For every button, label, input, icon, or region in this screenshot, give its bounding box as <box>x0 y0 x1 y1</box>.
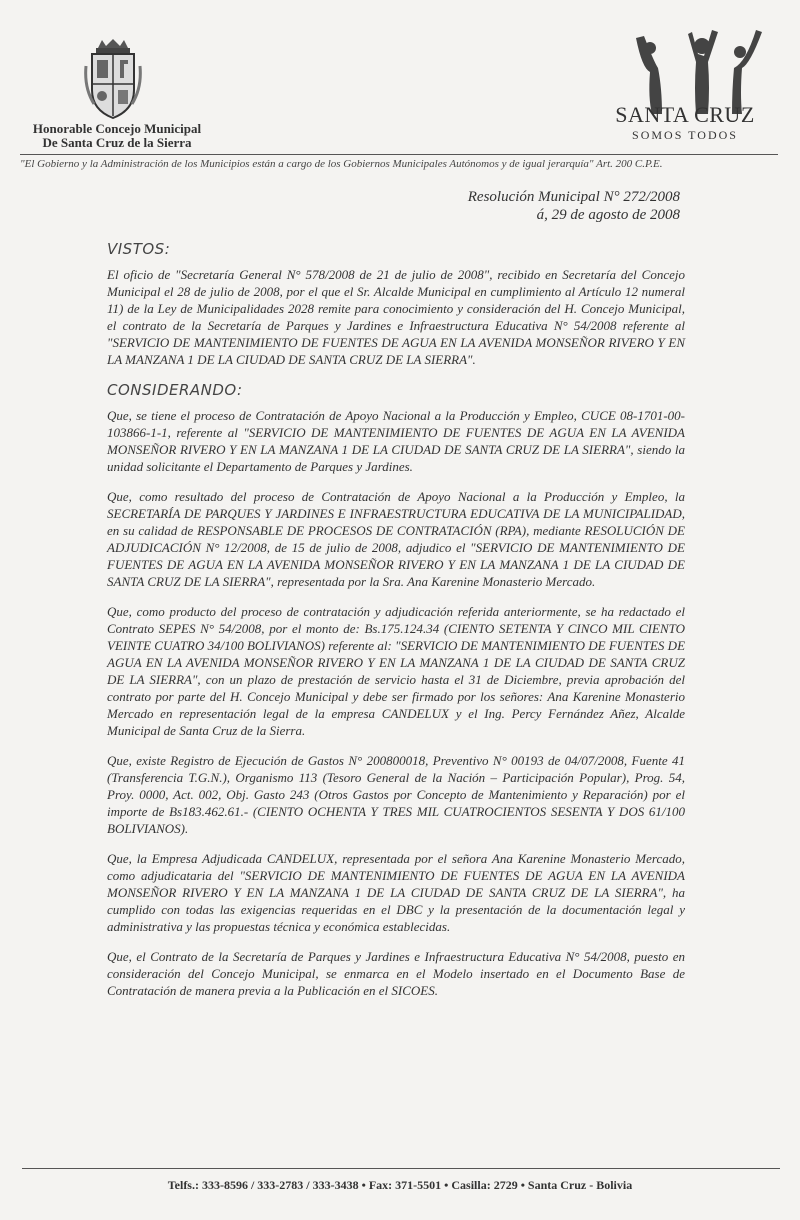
vistos-paragraph: El oficio de "Secretaría General N° 578/2008 de 21 de julio de 2008", recibido en Secretaría del Concejo Municipal el 28 de julio de 2008, por el que el Sr. Alcalde Municipal en cumplimiento al Artículo 12 numeral 11) de la Ley de Municipalidades 2028 remite para conocimiento y consideración del H. Concejo Municipal, el contrato de la Secretaría de Parques y Jardines e Infraestructura Educativa N° 54/2008 referente al "SERVICIO DE MANTENIMIENTO DE FUENTES DE AGUA EN LA AVENIDA MONSEÑOR RIVERO Y EN LA MANZANA 1 DE LA CIUDAD DE SANTA CRUZ DE LA SIERRA". <box>107 267 685 367</box>
considerando-heading: CONSIDERANDO: <box>107 381 243 399</box>
header-divider <box>20 154 778 155</box>
considerando-paragraph: Que, como resultado del proceso de Contratación de Apoyo Nacional a la Producción y Empleo, la SECRETARÍA DE PARQUES Y JARDINES E INFRAESTRUCTURA EDUCATIVA DE LA MUNICIPALIDAD, en su calidad de RESPONSABLE DE PROCESOS DE CONTRATACIÓN (RPA), mediante RESOLUCIÓN DE ADJUDICACIÓN N° 12/2008, de 15 de julio de 2008, adjudico el "SERVICIO DE MANTENIMIENTO DE FUENTES DE AGUA EN LA AVENIDA MONSEÑOR RIVERO Y EN LA MANZANA 1 DE LA CIUDAD DE SANTA CRUZ DE LA SIERRA", representada por la Sra. Ana Karenine Monasterio Mercado. <box>107 489 685 589</box>
resolution-block <box>468 188 680 224</box>
vistos-heading: VISTOS: <box>107 240 171 258</box>
municipal-crest-icon <box>84 38 142 120</box>
footer-divider <box>22 1168 780 1169</box>
brand-tagline: SOMOS TODOS <box>632 128 738 142</box>
footer-contact: Telfs.: 333-8596 / 333-2783 / 333-3438 • Fax: 371-5501 • Casilla: 2729 • Santa Cruz - Bolivia <box>167 1178 633 1192</box>
council-line-1: Honorable Concejo Municipal <box>32 121 202 136</box>
considerando-paragraph: Que, el Contrato de la Secretaría de Parques y Jardines e Infraestructura Educativa N° 54/2008, puesto en consideración del Concejo Municipal, se enmarca en el Modelo insertado en el Documento Base de Contratación de manera previa a la Publicación en el SICOES. <box>107 949 685 998</box>
considerando-paragraph: Que, existe Registro de Ejecución de Gastos N° 200800018, Preventivo N° 00193 de 04/07/2008, Fuente 41 (Transferencia T.G.N.), Organismo 113 (Tesoro General de la Nación – Participación Popular), Prog. 54, Proy. 0000, Act. 002, Obj. Gasto 243 (Otros Gastos por Concepto de Mantenimiento y Reparación) por el importe de Bs183.462.61.- (CIENTO OCHENTA Y TRES MIL CUATROCIENTOS SESENTA Y DOS 61/100 BOLIVIANOS). <box>107 753 685 836</box>
considerando-paragraph: Que, la Empresa Adjudicada CANDELUX, representada por el señora Ana Karenine Monasterio Mercado, como adjudicataria del "SERVICIO DE MANTENIMIENTO DE FUENTES DE AGUA EN LA AVENIDA MONSEÑOR RIVERO Y EN LA MANZANA 1 DE LA CIUDAD DE SANTA CRUZ DE LA SIERRA", ha cumplido con todas las exigencias requeridas en el DBC y la presentación de la documentación legal y administrativa y las propuestas técnica y económica establecidas. <box>107 851 685 934</box>
resolution-date: á, 29 de agosto de 2008 <box>536 207 680 223</box>
constitution-quote: "El Gobierno y la Administración de los Municipios están a cargo de los Gobiernos Municipales Autónomos y de igual jerarquía" Art. 200 C.P.E. <box>20 158 663 170</box>
document-body <box>107 240 685 1012</box>
resolution-number: Resolución Municipal N° 272/2008 <box>467 189 680 205</box>
council-name <box>22 122 212 150</box>
santa-cruz-brand <box>600 104 770 143</box>
considerando-paragraph: Que, se tiene el proceso de Contratación de Apoyo Nacional a la Producción y Empleo, CUCE 08-1701-00-103866-1-1, referente al "SERVICIO DE MANTENIMIENTO DE FUENTES DE AGUA EN LA AVENIDA MONSEÑOR RIVERO Y EN LA MANZANA 1 DE LA CIUDAD DE SANTA CRUZ DE LA SIERRA", siendo la unidad solicitante el Departamento de Parques y Jardines. <box>107 408 685 474</box>
brand-name: SANTA CRUZ <box>615 102 755 127</box>
considerando-paragraph: Que, como producto del proceso de contratación y adjudicación referida anteriormente, se ha redactado el Contrato SEPES N° 54/2008, por el monto de: Bs.175.124.34 (CIENTO SETENTA Y CINCO MIL CIENTO VEINTE CUATRO 34/100 BOLIVIANOS) referente al: "SERVICIO DE MANTENIMIENTO DE FUENTES DE AGUA EN LA AVENIDA MONSEÑOR RIVERO Y EN LA MANZANA 1 DE LA CIUDAD DE SANTA CRUZ DE LA SIERRA", con un plazo de prestación de servicio hasta el 31 de Diciembre, previa aprobación del contrato por parte del H. Concejo Municipal y debe ser firmado por los señores: Ana Karenine Monasterio Mercado en representación legal de la empresa CANDELUX y el Ing. Percy Fernández Añez, Alcalde Municipal de Santa Cruz de la Sierra. <box>107 604 686 738</box>
council-line-2: De Santa Cruz de la Sierra <box>42 135 192 150</box>
